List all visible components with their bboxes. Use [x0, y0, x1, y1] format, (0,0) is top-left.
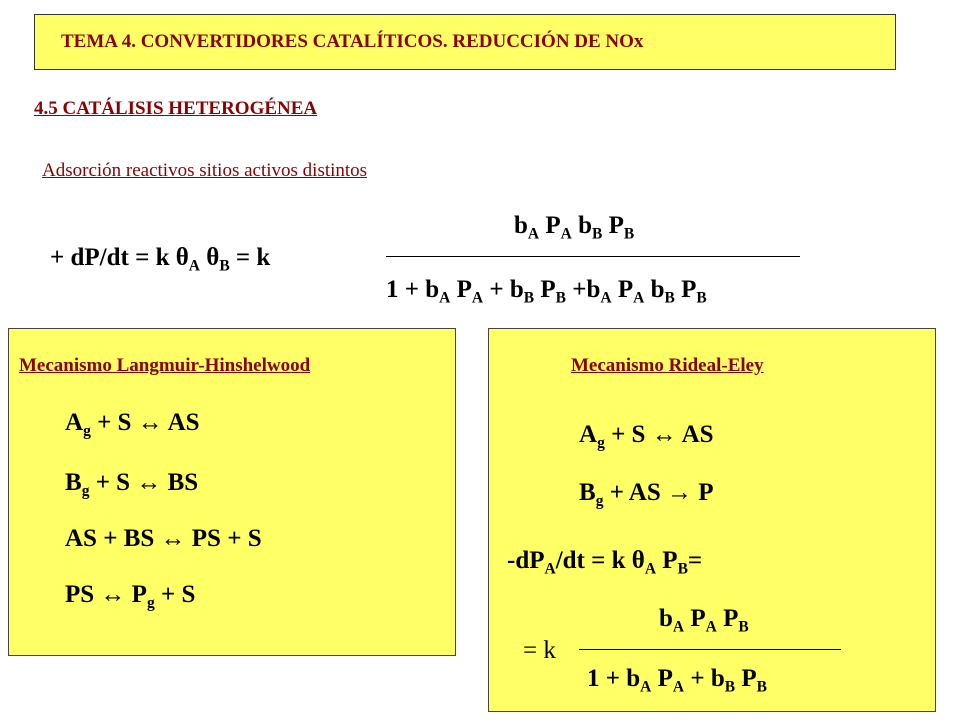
rideal-fraction-bar [579, 649, 841, 650]
num-sub: A [705, 618, 717, 636]
main-equation-lhs [50, 244, 271, 275]
step-part: + AS → P [603, 479, 714, 506]
num-part: b [514, 212, 528, 239]
slide-title: TEMA 4. CONVERTIDORES CATALÍTICOS. REDUCCIÓN DE NOx [61, 31, 644, 52]
langmuir-title: Mecanismo Langmuir-Hinshelwood [19, 355, 311, 376]
rate-part: /dt = k θ [555, 547, 645, 574]
den-part: b [644, 276, 665, 303]
den-sub: A [672, 678, 685, 696]
rate-sub: B [677, 560, 688, 578]
step-part: + S [154, 581, 196, 608]
rideal-denominator [587, 665, 767, 696]
den-part: 1 + b [587, 665, 641, 692]
step-sub: g [597, 434, 605, 452]
step-part: A [65, 409, 84, 436]
step-part: + S ↔ BS [89, 469, 199, 496]
rideal-rate [507, 547, 703, 578]
den-sub: B [664, 289, 675, 307]
rideal-numerator [659, 605, 749, 636]
rideal-step-2 [579, 479, 714, 510]
den-part: +b [565, 276, 601, 303]
den-sub: A [600, 289, 612, 307]
den-sub: B [756, 678, 767, 696]
den-sub: A [640, 678, 652, 696]
den-part: P [534, 276, 556, 303]
section-title: 4.5 CATÁLISIS HETEROGÉNEA [34, 98, 318, 119]
step-sub: g [146, 594, 155, 612]
rate-sub: A [544, 560, 556, 578]
title-box [34, 14, 896, 70]
section-subtitle: Adsorción reactivos sitios activos distintos [42, 160, 368, 181]
langmuir-step-1 [65, 409, 200, 440]
rate-sub: A [644, 560, 657, 578]
den-part: P [651, 665, 673, 692]
lhs-part: = k [229, 244, 271, 271]
step-sub: g [595, 492, 604, 510]
langmuir-step-2 [65, 469, 199, 500]
rideal-prefix: = k [523, 637, 556, 664]
lhs-sub: A [188, 257, 200, 275]
rideal-panel [488, 328, 936, 712]
langmuir-panel [8, 328, 456, 656]
num-sub: A [560, 225, 572, 243]
den-sub: B [724, 678, 736, 696]
num-sub: B [623, 225, 635, 243]
rate-part: -dP [507, 547, 545, 574]
den-part: P [450, 276, 472, 303]
step-part: PS ↔ P [65, 581, 147, 608]
step-part: A [579, 421, 598, 448]
den-sub: A [471, 289, 484, 307]
den-part: + b [684, 665, 725, 692]
lhs-sub: B [219, 257, 230, 275]
lhs-part: + dP/dt = k θ [50, 244, 189, 271]
den-sub: B [696, 289, 707, 307]
main-fraction-bar [386, 256, 800, 257]
num-part: b [571, 212, 592, 239]
den-part: + b [483, 276, 524, 303]
num-sub: B [738, 618, 749, 636]
den-part: 1 + b [386, 276, 440, 303]
main-equation-denominator [386, 276, 707, 307]
den-part: P [611, 276, 634, 303]
main-equation-numerator [514, 212, 635, 243]
den-sub: A [633, 289, 645, 307]
num-part: P [539, 212, 561, 239]
step-sub: g [81, 482, 90, 500]
den-sub: A [439, 289, 451, 307]
den-sub: B [555, 289, 566, 307]
step-part: + S ↔ AS [604, 421, 714, 448]
num-part: P [602, 212, 624, 239]
step-sub: g [83, 422, 91, 440]
den-sub: B [523, 289, 535, 307]
langmuir-step-3 [65, 525, 262, 553]
num-part: P [684, 605, 706, 632]
langmuir-step-4 [65, 581, 196, 612]
den-part: P [674, 276, 697, 303]
rideal-title: Mecanismo Rideal-Eley [571, 355, 764, 376]
step-part: + S ↔ AS [90, 409, 200, 436]
num-part: P [716, 605, 739, 632]
num-sub: A [672, 618, 685, 636]
step-part: B [579, 479, 596, 506]
num-sub: A [527, 225, 540, 243]
den-part: P [735, 665, 757, 692]
num-sub: B [592, 225, 603, 243]
step-part: B [65, 469, 82, 496]
step-part: AS + BS ↔ PS + S [65, 525, 262, 552]
rideal-step-1 [579, 421, 714, 452]
rate-part: P [656, 547, 678, 574]
rate-part: = [687, 547, 703, 574]
lhs-part: θ [200, 244, 220, 271]
num-part: b [659, 605, 673, 632]
